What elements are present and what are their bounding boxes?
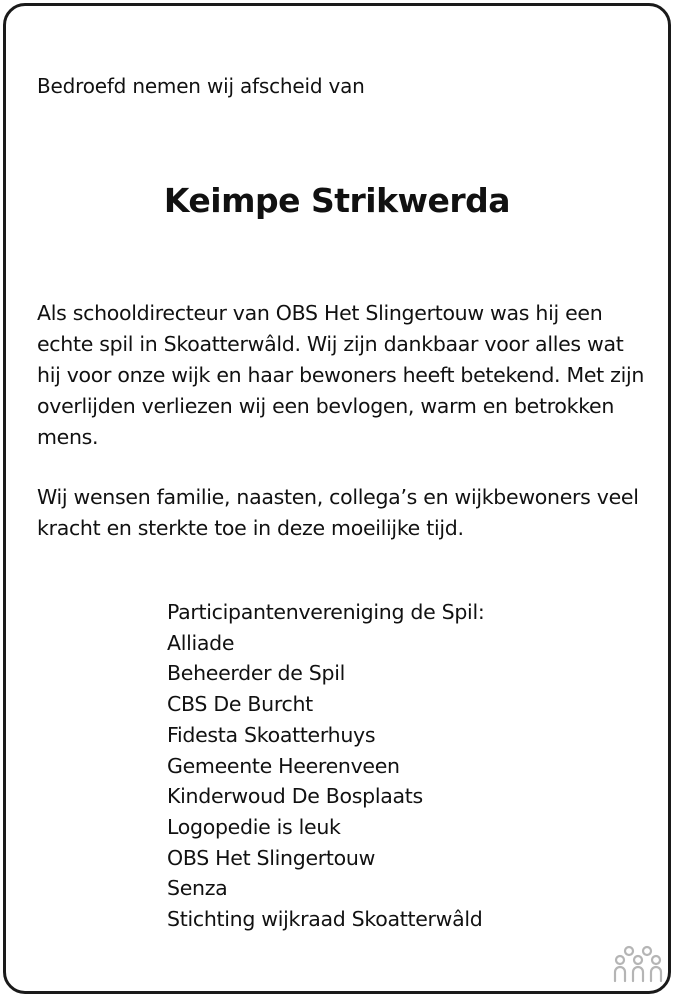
people-group-icon [612, 945, 664, 983]
sender-item: Logopedie is leuk [167, 814, 341, 839]
sender-item: Alliade [167, 630, 235, 655]
sender-item: Fidesta Skoatterhuys [167, 722, 376, 747]
tribute-paragraph: Als schooldirecteur van OBS Het Slingertouw was hij een echte spil in Skoatterwâld. Wij zijn dankbaar voor alles wat hij voor onze wijk en haar bewoners heeft betekend. Met zijn overlijden verliezen wij een bevlogen, warm en betrokken mens. [37, 301, 645, 449]
sender-item: Kinderwoud De Bosplaats [167, 784, 423, 809]
obituary-card [3, 3, 671, 994]
sender-item: Beheerder de Spil [167, 661, 345, 686]
sender-item: Senza [167, 876, 228, 901]
sender-item: Gemeente Heerenveen [167, 753, 400, 778]
senders-heading: Participantenvereniging de Spil: [167, 600, 485, 624]
sender-item: OBS Het Slingertouw [167, 845, 376, 870]
deceased-name: Keimpe Strikwerda [163, 181, 511, 220]
intro-line: Bedroefd nemen wij afscheid van [37, 74, 365, 98]
sender-item: CBS De Burcht [167, 692, 313, 717]
condolence-paragraph: Wij wensen familie, naasten, collega’s en wijkbewoners veel kracht en sterkte toe in deze moeilijke tijd. [37, 485, 639, 540]
sender-item: Stichting wijkraad Skoatterwâld [167, 907, 483, 932]
senders-list [167, 597, 484, 935]
